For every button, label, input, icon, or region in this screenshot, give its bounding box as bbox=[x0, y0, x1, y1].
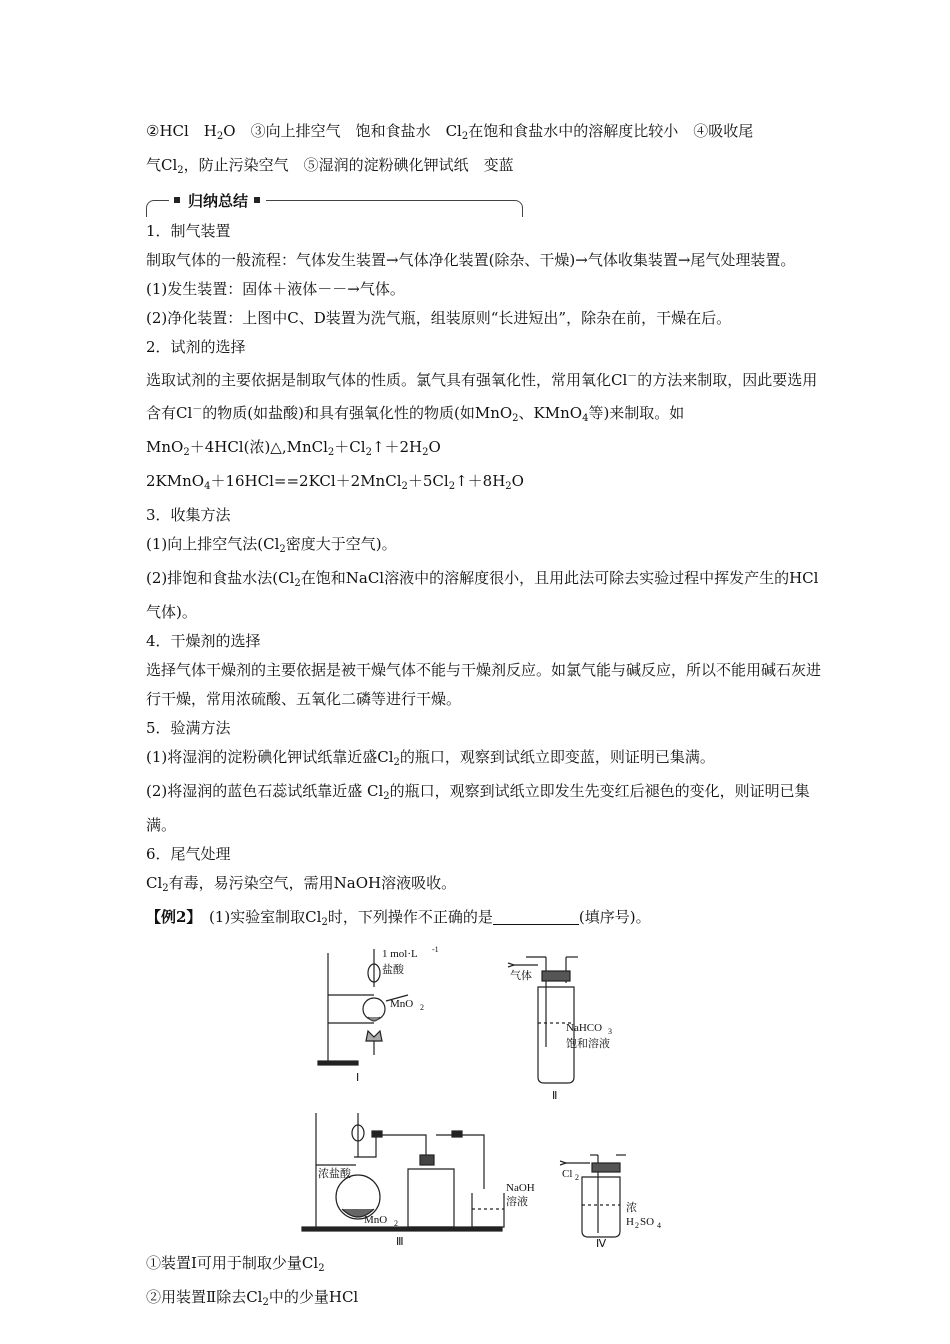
label-roman-2: Ⅱ bbox=[552, 1090, 558, 1102]
header-square-left bbox=[174, 197, 180, 203]
label-roman-3: Ⅲ bbox=[396, 1236, 404, 1248]
header-square-right bbox=[254, 197, 260, 203]
section-1-title: 1．制气装置 bbox=[146, 222, 231, 240]
label-concentration-sup: -1 bbox=[432, 945, 439, 954]
apparatus-figure bbox=[146, 943, 822, 1249]
label-h2so4-sub2: 2 bbox=[635, 1221, 639, 1230]
section-1-p3: (2)净化装置：上图中C、D装置为洗气瓶，组装原则“长进短出”，除杂在前，干燥在后。 bbox=[146, 309, 732, 327]
label-h2so4-h: H bbox=[626, 1216, 634, 1228]
label-hcl: 盐酸 bbox=[382, 964, 404, 976]
apparatus-3 bbox=[302, 1113, 535, 1248]
answer-blank[interactable] bbox=[493, 906, 579, 925]
label-roman-4: Ⅳ bbox=[596, 1238, 607, 1249]
section-1-p2: (1)发生装置：固体＋液体－－→气体。 bbox=[146, 280, 405, 298]
section-5-p2: (2)将湿润的蓝色石蕊试纸靠近盛 $Cl_2$的瓶口，观察到试纸立即发生先变红后褪色的变化，则证明已集满。 bbox=[146, 782, 810, 834]
label-mno2: MnO bbox=[390, 998, 414, 1010]
summary-header bbox=[146, 189, 822, 215]
label-conc-hcl: 浓盐酸 bbox=[318, 1168, 351, 1180]
section-5-title: 5．验满方法 bbox=[146, 719, 231, 737]
apparatus-drawing bbox=[146, 943, 822, 1249]
label-mno2-b: MnO bbox=[364, 1214, 388, 1226]
section-4-p1: 选择气体干燥剂的主要依据是被干燥气体不能与干燥剂反应。如氯气能与碱反应，所以不能用碱石灰进行干燥，常用浓硫酸、五氧化二磷等进行干燥。 bbox=[146, 661, 822, 708]
apparatus-2 bbox=[508, 957, 612, 1102]
section-3-p2: (2)排饱和食盐水法($Cl_2$在饱和NaCl溶液中的溶解度很小，且用此法可除去实验过程中挥发产生的HCl气体)。 bbox=[146, 569, 819, 621]
page-content bbox=[146, 117, 822, 1317]
section-1-p1: 制取气体的一般流程：气体发生装置→气体净化装置(除杂、干燥)→气体收集装置→尾气处理装置。 bbox=[146, 251, 796, 269]
label-roman-1: Ⅰ bbox=[356, 1072, 360, 1084]
answer-line-2: 气$Cl_2$，防止污染空气 ⑤湿润的淀粉碘化钾试纸 变蓝 bbox=[146, 156, 514, 176]
section-4-title: 4．干燥剂的选择 bbox=[146, 632, 261, 650]
apparatus-4 bbox=[560, 1155, 661, 1249]
equation-2: $2KMnO_4+16HCl==2KCl+2MnCl_2+5Cl_2↑+8H_2O$ bbox=[146, 472, 524, 492]
label-cl2-sub: 2 bbox=[575, 1173, 579, 1182]
summary-title: 归纳总结 bbox=[188, 192, 249, 210]
label-cl2: Cl bbox=[562, 1168, 573, 1180]
label-gas: 气体 bbox=[510, 970, 532, 982]
header-rule bbox=[266, 200, 506, 201]
header-right-curve bbox=[506, 200, 523, 217]
label-naoh: NaOH bbox=[506, 1182, 535, 1194]
label-saturated: 饱和溶液 bbox=[566, 1038, 610, 1050]
label-concentration: 1 mol·L bbox=[382, 948, 418, 960]
section-2-title: 2．试剂的选择 bbox=[146, 338, 246, 356]
label-mno2-sub: 2 bbox=[420, 1003, 424, 1012]
section-6-p1: $Cl_2$有毒，易污染空气，需用NaOH溶液吸收。 bbox=[146, 874, 457, 894]
section-3-p1: (1)向上排空气法($Cl_2$密度大于空气)。 bbox=[146, 535, 397, 555]
label-h2so4-sub4: 4 bbox=[657, 1221, 661, 1230]
option-1: ①装置Ⅰ可用于制取少量$Cl_2$ bbox=[146, 1254, 325, 1274]
label-h2so4-so: SO bbox=[640, 1216, 655, 1228]
section-2-p1: 选取试剂的主要依据是制取气体的性质。氯气具有强氧化性，常用氧化Cl－的方法来制取，因此要选用含有Cl－的物质(如盐酸)和具有强氧化性的物质(如MnO$_2$、KMnO$_4$等)来制取。如 bbox=[146, 371, 818, 424]
answer-line-1: ②HCl $H_2O$ ③向上排空气 饱和食盐水 $Cl_2$在饱和食盐水中的溶解度比较小 ④吸收尾 bbox=[146, 122, 754, 142]
header-left-curve bbox=[146, 200, 169, 217]
example-tag: 【例2】 bbox=[146, 908, 194, 926]
label-nahco3-sub: 3 bbox=[608, 1027, 612, 1036]
equation-1: MnO$_2$＋4HCl(浓)$\triangle,MnCl_2+Cl_2↑+2H_2O$ bbox=[146, 438, 441, 458]
label-naoh-solution: 溶液 bbox=[506, 1196, 528, 1208]
option-2: ②用装置Ⅱ除去$Cl_2$中的少量HCl bbox=[146, 1288, 359, 1308]
section-5-p1: (1)将湿润的淀粉碘化钾试纸靠近盛$Cl_2$的瓶口，观察到试纸立即变蓝，则证明已集满。 bbox=[146, 748, 715, 768]
label-mno2-b-sub: 2 bbox=[394, 1219, 398, 1228]
apparatus-1 bbox=[318, 945, 439, 1084]
section-6-title: 6．尾气处理 bbox=[146, 845, 231, 863]
label-nahco3: NaHCO bbox=[566, 1022, 603, 1034]
example-question: 【例2】 (1)实验室制取$Cl_2$时，下列操作不正确的是 (填序号)。 bbox=[146, 908, 651, 928]
section-3-title: 3．收集方法 bbox=[146, 506, 231, 524]
label-conc: 浓 bbox=[626, 1202, 637, 1214]
